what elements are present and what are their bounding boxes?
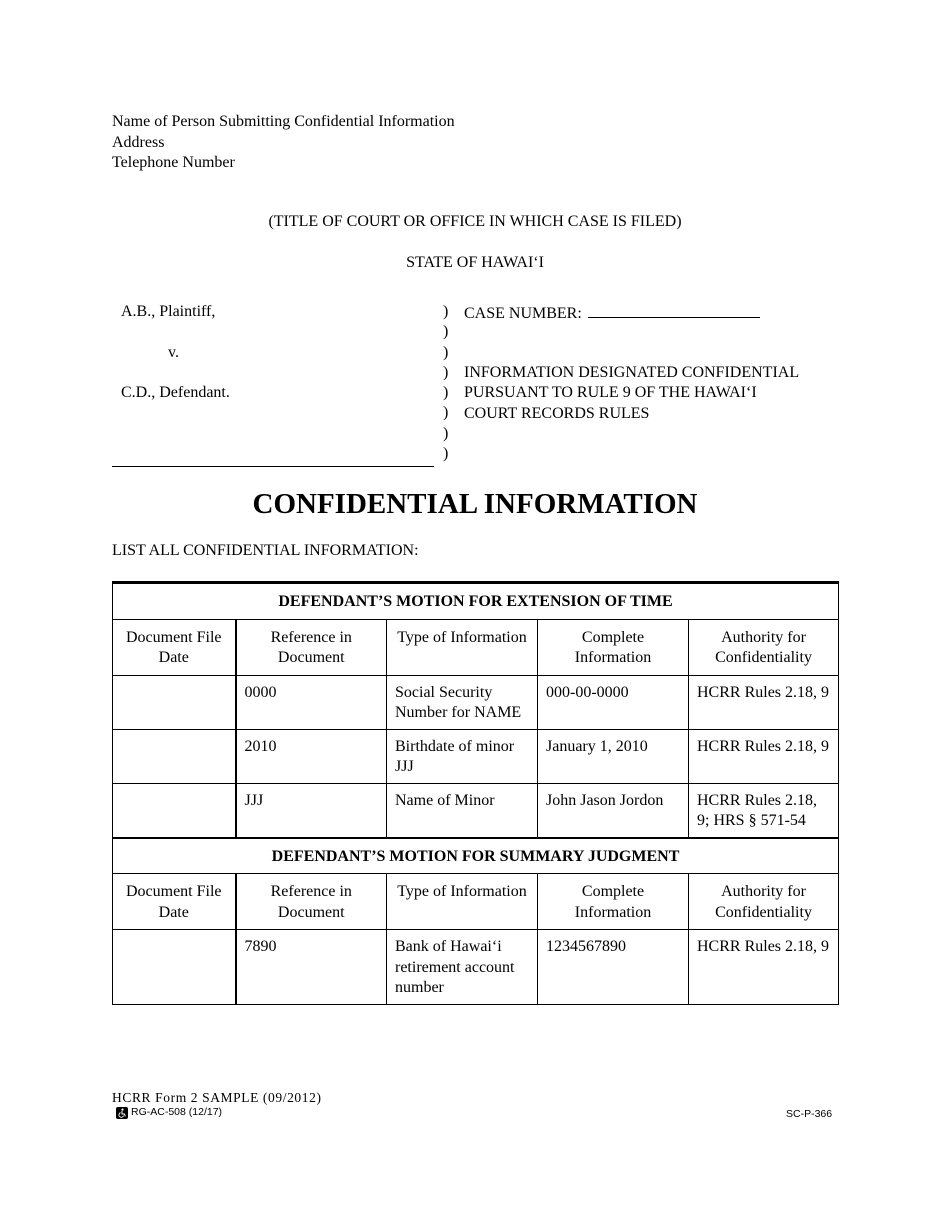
column-header: Type of Information: [387, 874, 538, 930]
table-cell: John Jason Jordon: [538, 783, 689, 838]
table-cell: JJJ: [236, 783, 387, 838]
list-label: LIST ALL CONFIDENTIAL INFORMATION:: [112, 542, 419, 559]
table-row: [113, 675, 839, 729]
table-cell: 7890: [236, 930, 387, 1005]
paren: ): [443, 384, 449, 402]
confidential-designation: [464, 363, 799, 424]
paren: ): [443, 343, 449, 361]
submitter-name: Name of Person Submitting Confidential Information: [112, 113, 455, 130]
table-row: [113, 783, 839, 838]
table-cell: Bank of Hawai‘i retirement account number: [387, 930, 538, 1005]
column-header: Document File Date: [113, 619, 236, 675]
submitter-telephone: Telephone Number: [112, 154, 235, 171]
table-cell: Name of Minor: [387, 783, 538, 838]
table-cell: [113, 930, 236, 1005]
column-header: Complete Information: [538, 619, 689, 675]
table-cell: [113, 783, 236, 838]
table-cell: Birthdate of minor JJJ: [387, 729, 538, 783]
table-cell: Social Security Number for NAME: [387, 675, 538, 729]
paren: ): [443, 404, 449, 422]
paren: ): [443, 445, 449, 463]
table-cell: HCRR Rules 2.18, 9: [689, 729, 839, 783]
column-header: Reference in Document: [236, 874, 387, 930]
table-cell: [113, 729, 236, 783]
table-cell: [113, 675, 236, 729]
table-row: [113, 729, 839, 783]
form-id: HCRR Form 2 SAMPLE (09/2012): [112, 1090, 322, 1105]
wheelchair-accessibility-icon: [116, 1107, 128, 1119]
sc-form-code: SC-P-366: [786, 1108, 833, 1120]
column-header: Authority for Confidentiality: [689, 619, 839, 675]
defendant: C.D., Defendant.: [121, 384, 230, 401]
paren: ): [443, 363, 449, 381]
column-header: Document File Date: [113, 874, 236, 930]
submitter-address: Address: [112, 133, 165, 151]
case-number-label: CASE NUMBER:: [464, 305, 582, 322]
table-row: [113, 930, 839, 1005]
caption-divider: [112, 466, 434, 467]
designation-line: INFORMATION DESIGNATED CONFIDENTIAL: [464, 364, 800, 381]
designation-line: PURSUANT TO RULE 9 OF THE HAWAI‘I: [464, 384, 757, 402]
revision-code-text: RG-AC-508 (12/17): [131, 1106, 223, 1118]
versus: v.: [168, 344, 179, 361]
submitter-block: [112, 112, 455, 174]
revision-code: [116, 1106, 222, 1119]
column-header: Authority for Confidentiality: [689, 874, 839, 930]
state-name: STATE OF HAWAI‘I: [406, 254, 544, 271]
section-title: DEFENDANT’S MOTION FOR SUMMARY JUDGMENT: [113, 838, 839, 874]
paren: ): [443, 323, 449, 341]
caption-parentheses: [443, 302, 448, 464]
table-cell: 2010: [236, 729, 387, 783]
designation-line: COURT RECORDS RULES: [464, 404, 650, 422]
case-number-blank: [588, 302, 760, 318]
table-cell: HCRR Rules 2.18, 9: [689, 930, 839, 1005]
column-header: Reference in Document: [236, 619, 387, 675]
table-cell: 0000: [236, 675, 387, 729]
paren: ): [443, 303, 449, 320]
section-title: DEFENDANT’S MOTION FOR EXTENSION OF TIME: [113, 583, 839, 620]
table-cell: 1234567890: [538, 930, 689, 1005]
court-title: (TITLE OF COURT OR OFFICE IN WHICH CASE IS FILED): [268, 213, 682, 230]
column-header: Complete Information: [538, 874, 689, 930]
column-header: Type of Information: [387, 619, 538, 675]
table-cell: HCRR Rules 2.18, 9: [689, 675, 839, 729]
case-number: [464, 302, 760, 324]
table-cell: HCRR Rules 2.18, 9; HRS § 571-54: [689, 783, 839, 838]
table-cell: 000-00-0000: [538, 675, 689, 729]
table-cell: January 1, 2010: [538, 729, 689, 783]
document-title: CONFIDENTIAL INFORMATION: [252, 488, 698, 520]
confidential-info-table: [112, 581, 839, 1005]
paren: ): [443, 424, 449, 442]
plaintiff: A.B., Plaintiff,: [121, 303, 216, 320]
